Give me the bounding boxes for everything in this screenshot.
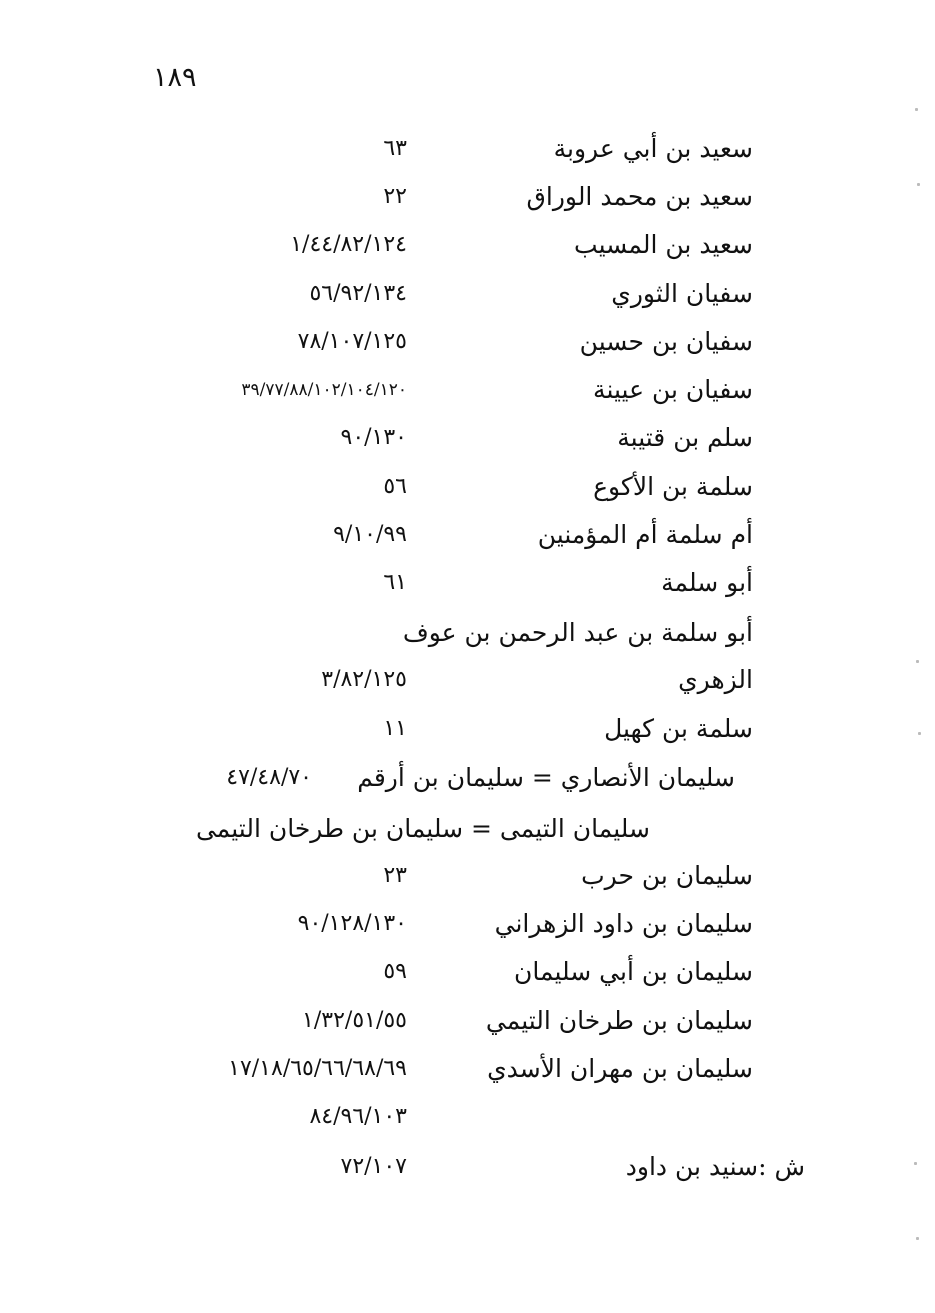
entry-name: سعيد بن محمد الوراق xyxy=(526,182,753,211)
index-entry xyxy=(0,274,935,314)
entry-pages: ١٧/١٨/٦٥/٦٦/٦٨/٦٩ xyxy=(228,1056,407,1081)
entry-name: سليمان بن طرخان التيمي xyxy=(485,1006,753,1035)
index-entry xyxy=(0,177,935,217)
entry-pages: ٩٠/١٢٨/١٣٠ xyxy=(297,911,407,936)
entry-name: سليمان الأنصاري = سليمان بن أرقم xyxy=(357,763,735,792)
index-entry xyxy=(0,952,935,992)
entry-name: سلمة بن كهيل xyxy=(604,714,753,743)
entry-pages: ٨٤/٩٦/١٠٣ xyxy=(309,1104,407,1129)
entry-name: سليمان بن داود الزهراني xyxy=(494,909,753,938)
entry-pages: ٩/١٠/٩٩ xyxy=(333,522,407,547)
margin-speck xyxy=(915,108,918,111)
entry-name: أبو سلمة xyxy=(661,568,753,597)
entry-pages: ١١ xyxy=(383,716,407,741)
margin-speck xyxy=(916,660,919,663)
entry-name: سفيان الثوري xyxy=(611,279,753,308)
index-entry xyxy=(0,904,935,944)
entry-pages: ٥٦/٩٢/١٣٤ xyxy=(309,281,407,306)
index-entry xyxy=(0,322,935,362)
entry-pages: ٦٣ xyxy=(383,136,407,161)
entry-pages: ١/٤٤/٨٢/١٢٤ xyxy=(290,232,407,257)
entry-pages: ١/٣٢/٥١/٥٥ xyxy=(302,1008,407,1033)
entry-name: ش :سنيد بن داود xyxy=(625,1152,805,1181)
index-entry xyxy=(0,129,935,169)
entry-name: سلمة بن الأكوع xyxy=(593,472,753,501)
entry-pages: ٥٦ xyxy=(383,474,407,499)
index-entry xyxy=(0,1147,935,1187)
entry-pages: ٧٢/١٠٧ xyxy=(340,1154,407,1179)
index-entry xyxy=(0,1049,935,1089)
entry-pages: ٩٠/١٣٠ xyxy=(340,425,407,450)
index-entry xyxy=(0,563,935,603)
index-entry xyxy=(0,467,935,507)
index-entry xyxy=(0,660,935,700)
index-entry xyxy=(0,709,935,749)
index-entry xyxy=(0,1097,935,1137)
entry-name: سعيد بن أبي عروبة xyxy=(553,134,753,163)
margin-speck xyxy=(914,1162,917,1165)
entry-pages: ٣٩/٧٧/٨٨/١٠٢/١٠٤/١٢٠ xyxy=(241,380,407,400)
entry-name: سليمان بن حرب xyxy=(581,861,753,890)
entry-name: سفيان بن حسين xyxy=(579,327,753,356)
index-entry xyxy=(0,418,935,458)
index-entry xyxy=(0,758,935,798)
index-entry xyxy=(0,613,935,653)
entry-name: أم سلمة أم المؤمنين xyxy=(537,520,753,549)
margin-speck xyxy=(918,732,921,735)
entry-pages: ٣/٨٢/١٢٥ xyxy=(321,667,407,692)
entry-name: سعيد بن المسيب xyxy=(574,230,753,259)
page-number: ١٨٩ xyxy=(153,62,197,93)
index-entry xyxy=(0,856,935,896)
entry-pages: ٦١ xyxy=(383,570,407,595)
entry-name: سليمان التيمى = سليمان بن طرخان التيمى xyxy=(195,814,650,843)
entry-pages: ٥٩ xyxy=(383,959,407,984)
index-entry xyxy=(0,225,935,265)
entry-name: أبو سلمة بن عبد الرحمن بن عوف xyxy=(402,618,753,647)
margin-speck xyxy=(917,183,920,186)
entry-name: سفيان بن عيينة xyxy=(593,375,753,404)
index-entry xyxy=(0,370,935,410)
entry-pages: ٧٨/١٠٧/١٢٥ xyxy=(297,329,407,354)
entry-pages: ٢٣ xyxy=(383,863,407,888)
margin-speck xyxy=(916,1237,919,1240)
entry-name: سلم بن قتيبة xyxy=(617,423,753,452)
index-entry xyxy=(0,809,935,849)
index-entry xyxy=(0,515,935,555)
entry-name: سليمان بن مهران الأسدي xyxy=(487,1054,753,1083)
index-entry xyxy=(0,1001,935,1041)
entry-pages: ٤٧/٤٨/٧٠ xyxy=(226,765,312,790)
entry-name: سليمان بن أبي سليمان xyxy=(514,957,753,986)
entry-name: الزهري xyxy=(678,665,753,694)
entry-pages: ٢٢ xyxy=(383,184,407,209)
